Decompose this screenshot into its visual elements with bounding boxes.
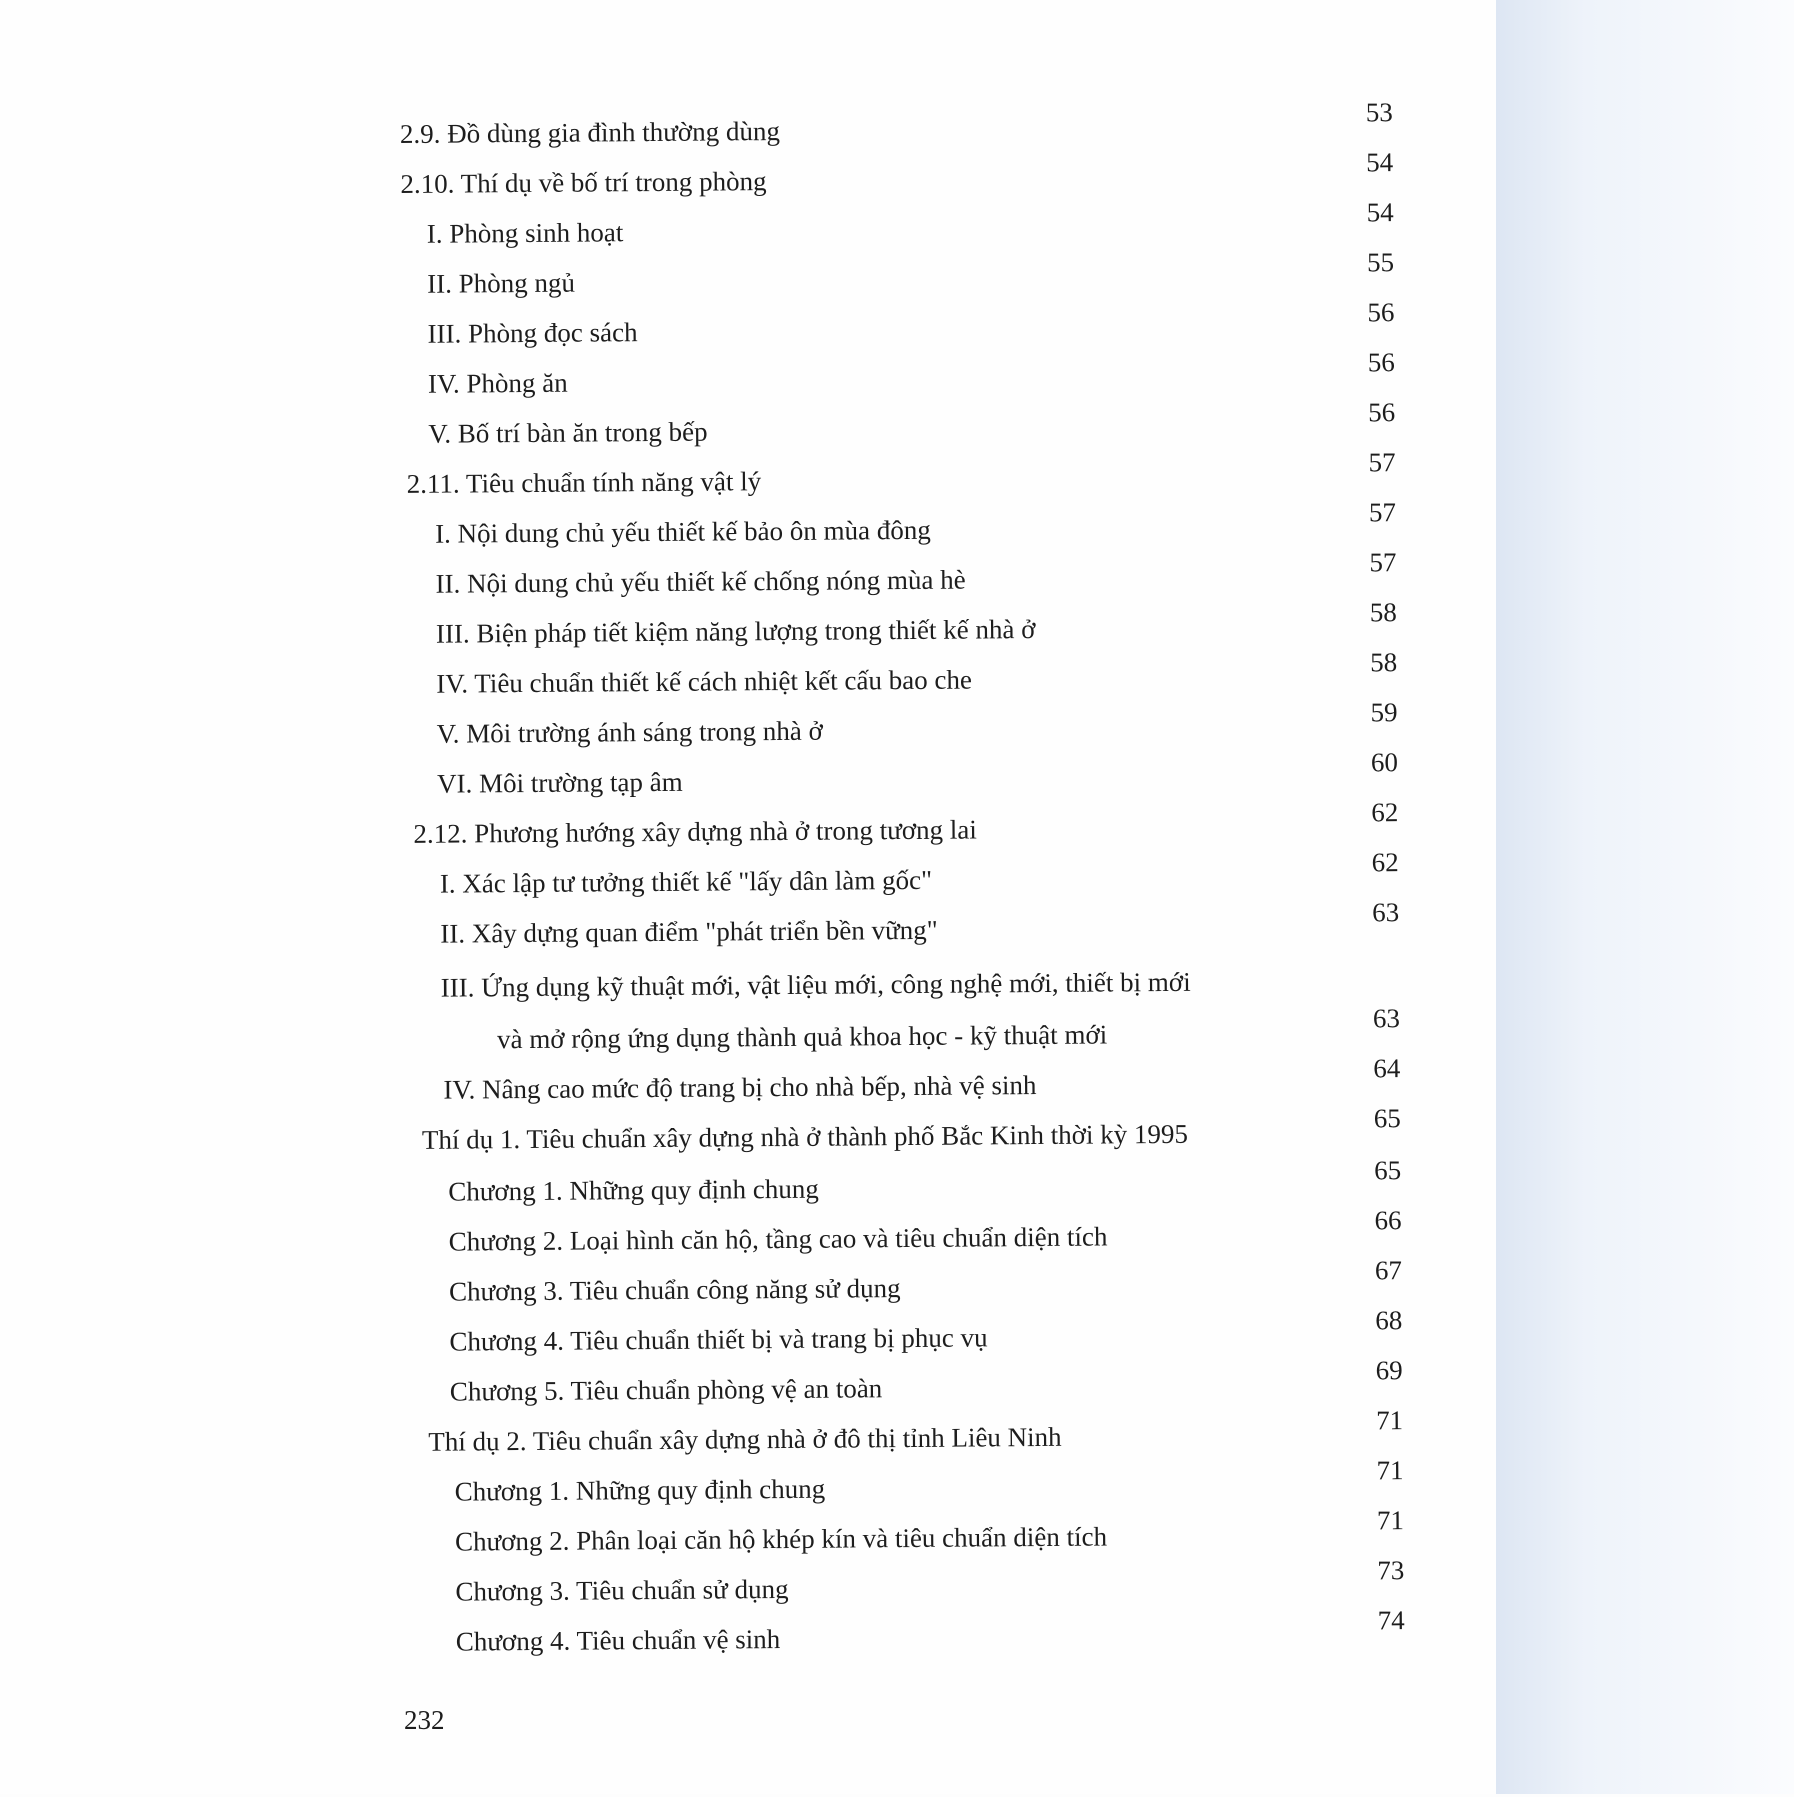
toc-entry-title: Thí dụ 1. Tiêu chuẩn xây dựng nhà ở thành phố Bắc Kinh thời kỳ 1995 [421, 1118, 1189, 1155]
toc-entry-title: VI. Môi trường tạp âm [436, 766, 683, 799]
toc-entry [0, 547, 1494, 613]
toc-entry [2, 1155, 1498, 1221]
toc-entry-page: 67 [1374, 1255, 1403, 1286]
toc-entry [0, 247, 1491, 313]
toc-entry [5, 1455, 1501, 1521]
toc-entry [1, 1003, 1497, 1069]
toc-entry-title: III. Ứng dụng kỹ thuật mới, vật liệu mới, công nghệ mới, thiết bị mới [440, 966, 1191, 1003]
toc-entry-page: 73 [1377, 1555, 1405, 1586]
toc-entry [0, 697, 1495, 763]
toc-entry-page: 74 [1377, 1605, 1405, 1636]
toc-entry-title: Chương 4. Tiêu chuẩn vệ sinh [455, 1624, 781, 1657]
toc-entry [0, 197, 1491, 263]
toc-entry-page: 56 [1368, 397, 1396, 428]
toc-entry-title: Chương 2. Phân loại căn hộ khép kín và tiêu chuẩn diện tích [454, 1521, 1108, 1557]
toc-entry-page: 71 [1376, 1455, 1404, 1486]
toc-entry-title: I. Nội dung chủ yếu thiết kế bảo ôn mùa đông [435, 514, 931, 549]
toc-entry-page: 65 [1373, 1103, 1401, 1134]
toc-entry-title: V. Bố trí bàn ăn trong bếp [428, 416, 708, 449]
toc-entry-title: III. Phòng đọc sách [427, 317, 638, 349]
toc-entry [0, 447, 1493, 513]
toc-entry [0, 347, 1492, 413]
page-number: 232 [404, 1705, 445, 1735]
toc-entry-title: và mở rộng ứng dụng thành quả khoa học - kỹ thuật mới [496, 1019, 1108, 1055]
toc-entry [4, 1355, 1500, 1421]
toc-entry-page: 62 [1371, 847, 1399, 878]
toc-entry [0, 97, 1490, 163]
toc-entry-title: 2.10. Thí dụ về bố trí trong phòng [400, 166, 767, 199]
toc-entry-title: I. Phòng sinh hoạt [426, 217, 624, 249]
toc-entry [5, 1505, 1501, 1571]
toc-entry [0, 147, 1491, 213]
toc-entry-title: Chương 4. Tiêu chuẩn thiết bị và trang bị phục vụ [449, 1322, 988, 1357]
toc-entry-title: IV. Phòng ăn [427, 367, 568, 399]
toc-entry-title: Chương 5. Tiêu chuẩn phòng vệ an toàn [449, 1373, 883, 1407]
toc-entry-page: 57 [1368, 447, 1396, 478]
toc-entry-title: Chương 3. Tiêu chuẩn công năng sử dụng [448, 1273, 901, 1307]
toc-entry-page: 56 [1367, 297, 1395, 328]
toc-entry [0, 847, 1496, 913]
toc-entry-page: 62 [1371, 797, 1399, 828]
toc-entry [0, 797, 1496, 863]
toc-entry-title: Thí dụ 2. Tiêu chuẩn xây dựng nhà ở đô thị tỉnh Liêu Ninh [428, 1421, 1062, 1457]
toc-entry-page: 68 [1375, 1305, 1403, 1336]
toc-entry-page: 63 [1372, 1003, 1401, 1034]
toc-entry [2, 1103, 1498, 1169]
toc-entry-page: 64 [1373, 1053, 1401, 1084]
toc-entry-title: I. Xác lập tư tưởng thiết kế "lấy dân làm gốc" [439, 864, 933, 899]
toc-entry [3, 1305, 1499, 1371]
toc-entry [0, 647, 1494, 713]
toc-entry-title: Chương 2. Loại hình căn hộ, tầng cao và tiêu chuẩn diện tích [448, 1221, 1108, 1257]
toc-entry [1, 1053, 1497, 1119]
toc-entry [5, 1555, 1501, 1621]
toc-entry-title: 2.9. Đồ dùng gia đình thường dùng [399, 115, 780, 149]
toc-entry-page: 57 [1369, 547, 1397, 578]
toc-entry-page: 60 [1370, 747, 1399, 778]
toc-entry-page: 54 [1366, 147, 1394, 178]
toc-entry-page: 53 [1365, 97, 1393, 128]
toc-entry-page: 56 [1367, 347, 1395, 378]
toc-entry-title: II. Phòng ngủ [427, 267, 576, 299]
toc-entry-page: 54 [1366, 197, 1394, 228]
toc-entry-page: 55 [1366, 247, 1395, 278]
page-edge-shadow [1496, 0, 1794, 1794]
toc-entry-page: 57 [1368, 497, 1397, 528]
toc-entry-title: III. Biện pháp tiết kiệm năng lượng trong thiết kế nhà ở [435, 614, 1036, 649]
toc-entry-title: Chương 3. Tiêu chuẩn sử dụng [455, 1573, 789, 1607]
toc-entry-title: Chương 1. Những quy định chung [454, 1473, 826, 1507]
toc-entry [0, 397, 1493, 463]
toc-entry-page: 71 [1375, 1405, 1404, 1436]
toc-entry-title: Chương 1. Những quy định chung [448, 1173, 819, 1207]
toc-entry [3, 1255, 1499, 1321]
toc-entry-title: 2.12. Phương hướng xây dựng nhà ở trong tương lai [413, 814, 977, 849]
toc-entry [0, 297, 1492, 363]
toc-entry-title: V. Môi trường ánh sáng trong nhà ở [436, 715, 823, 749]
toc-entry-title: IV. Tiêu chuẩn thiết kế cách nhiệt kết cấu bao che [436, 664, 972, 699]
toc-entry [0, 597, 1494, 663]
toc-entry-page: 65 [1374, 1155, 1402, 1186]
toc-entry [0, 497, 1493, 563]
toc-entry-title: II. Xây dựng quan điểm "phát triển bền vững" [440, 914, 938, 949]
toc-entry [1, 959, 1497, 1017]
toc-entry-title: II. Nội dung chủ yếu thiết kế chống nóng mùa hè [435, 564, 966, 599]
toc-entry-page: 71 [1376, 1505, 1405, 1536]
toc-entry [3, 1205, 1499, 1271]
toc-entry-page: 66 [1374, 1205, 1402, 1236]
toc-entry-title: 2.11. Tiêu chuẩn tính năng vật lý [406, 466, 762, 499]
toc-entry [0, 897, 1496, 963]
toc-entry-title: IV. Nâng cao mức độ trang bị cho nhà bếp, nhà vệ sinh [443, 1070, 1037, 1105]
toc-entry-page: 58 [1369, 597, 1397, 628]
toc-entry [0, 747, 1495, 813]
toc-entry-page: 59 [1370, 697, 1398, 728]
toc-entry-page: 69 [1375, 1355, 1403, 1386]
toc-entry [6, 1605, 1502, 1671]
toc-entry-page: 63 [1372, 897, 1400, 928]
toc-entry-page: 58 [1370, 647, 1398, 678]
toc-entry [4, 1405, 1500, 1471]
